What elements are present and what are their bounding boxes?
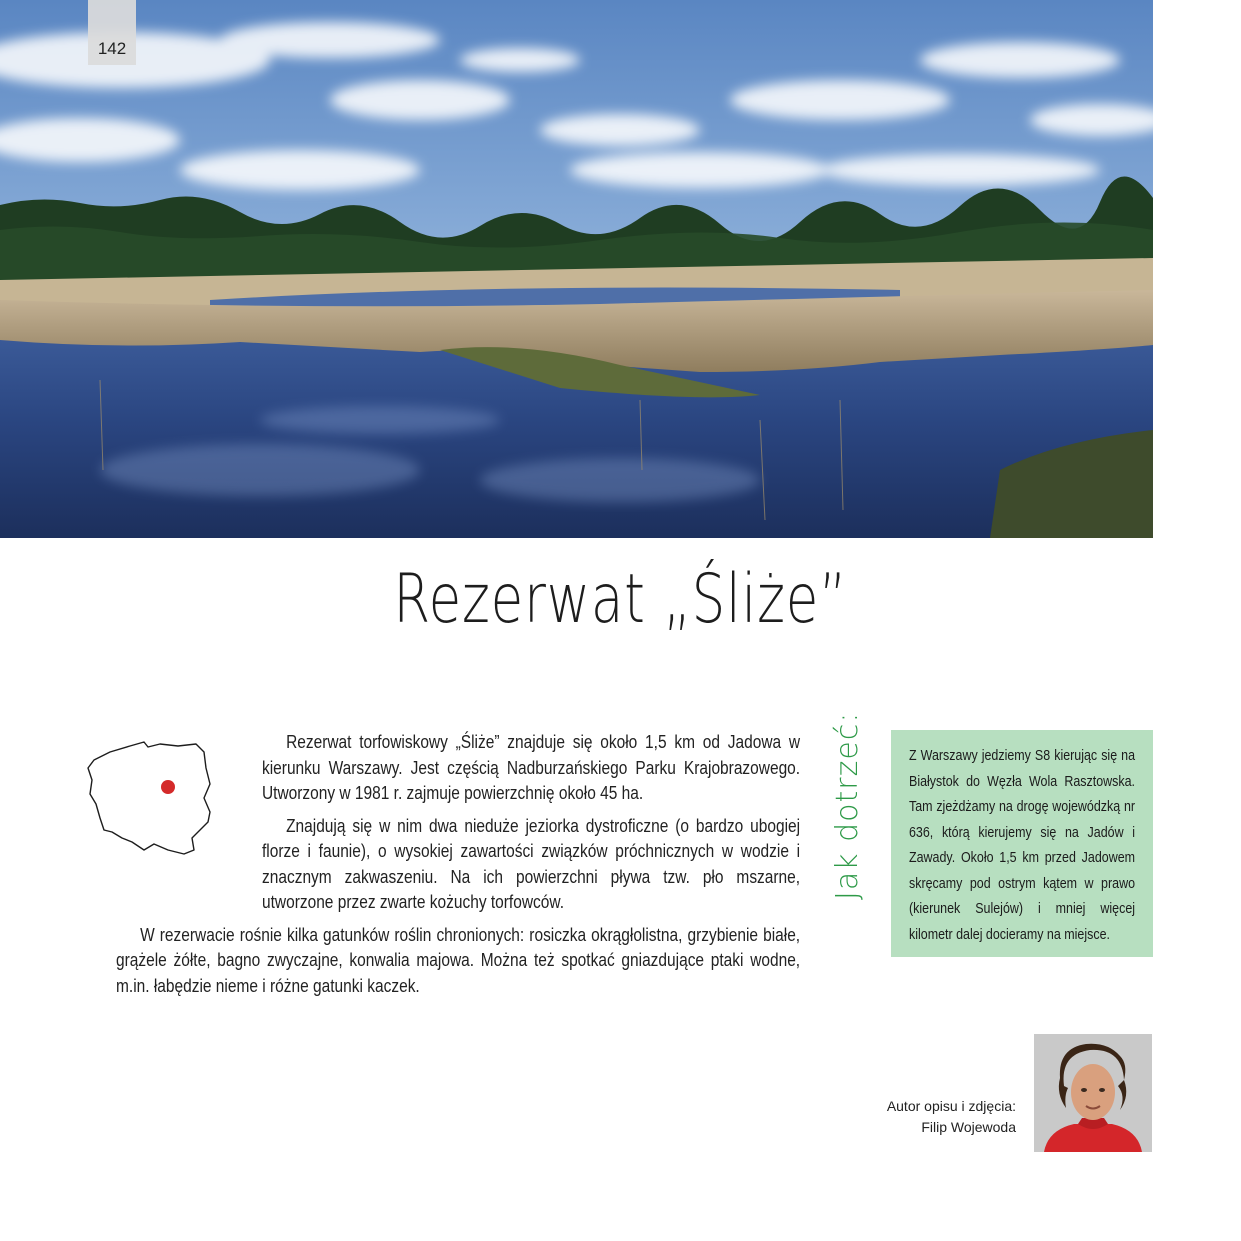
page-number-tab <box>88 0 136 65</box>
directions-box <box>891 730 1153 957</box>
credit-label: Autor opisu i zdjęcia: <box>886 1098 1016 1114</box>
author-portrait <box>1034 1034 1152 1152</box>
page-title: Rezerwat „Śliże” <box>393 560 848 639</box>
landscape-photo <box>0 0 1153 538</box>
directions-heading: Jak dotrzeć: <box>830 711 865 900</box>
author-credit <box>860 1096 1016 1138</box>
article-paragraph-3: W rezerwacie rośnie kilka gatunków roślin chronionych: rosiczka okrągłolistna, grzybienie białe, grążele żółte, bagno zwyczajne, konwalia majowa. Można też spotkać gniazdujące ptaki wodne, m.in. łabędzie nieme i różne gatunki kaczek. <box>116 924 801 996</box>
article-paragraph-2: Znajdują się w nim dwa nieduże jeziorka dystroficzne (o bardzo ubogiej florze i faunie), o wysokiej zawartości związków próchnicznych w wodzie i znacznym zakwaszeniu. Na ich powierzchni pływa tzw. pło mszarne, utworzone przez zwarte kożuchy torfowców. <box>262 815 801 912</box>
page-number: 142 <box>97 39 127 58</box>
directions-text: Z Warszawy jedziemy S8 kierując się na Białystok do Węzła Wola Rasztowska. Tam zjeżdżamy na drogę wojewódzką nr 636, którą kierujemy się na Jadów i Zawady. Około 1,5 km przed Jadowem skręcamy pod ostrym kątem w prawo (kierunek Sulejów) i mniej więcej kilometr dalej docieramy na miejsce. <box>909 748 1136 943</box>
article-body <box>88 730 801 1006</box>
credit-name: Filip Wojewoda <box>921 1119 1016 1135</box>
article-paragraph-1: Rezerwat torfowiskowy „Śliże” znajduje się około 1,5 km od Jadowa w kierunku Warszawy. Jest częścią Nadburzańskiego Parku Krajobrazowego. Utworzony w 1981 r. zajmuje powierzchnię około 45 ha. <box>262 732 801 803</box>
